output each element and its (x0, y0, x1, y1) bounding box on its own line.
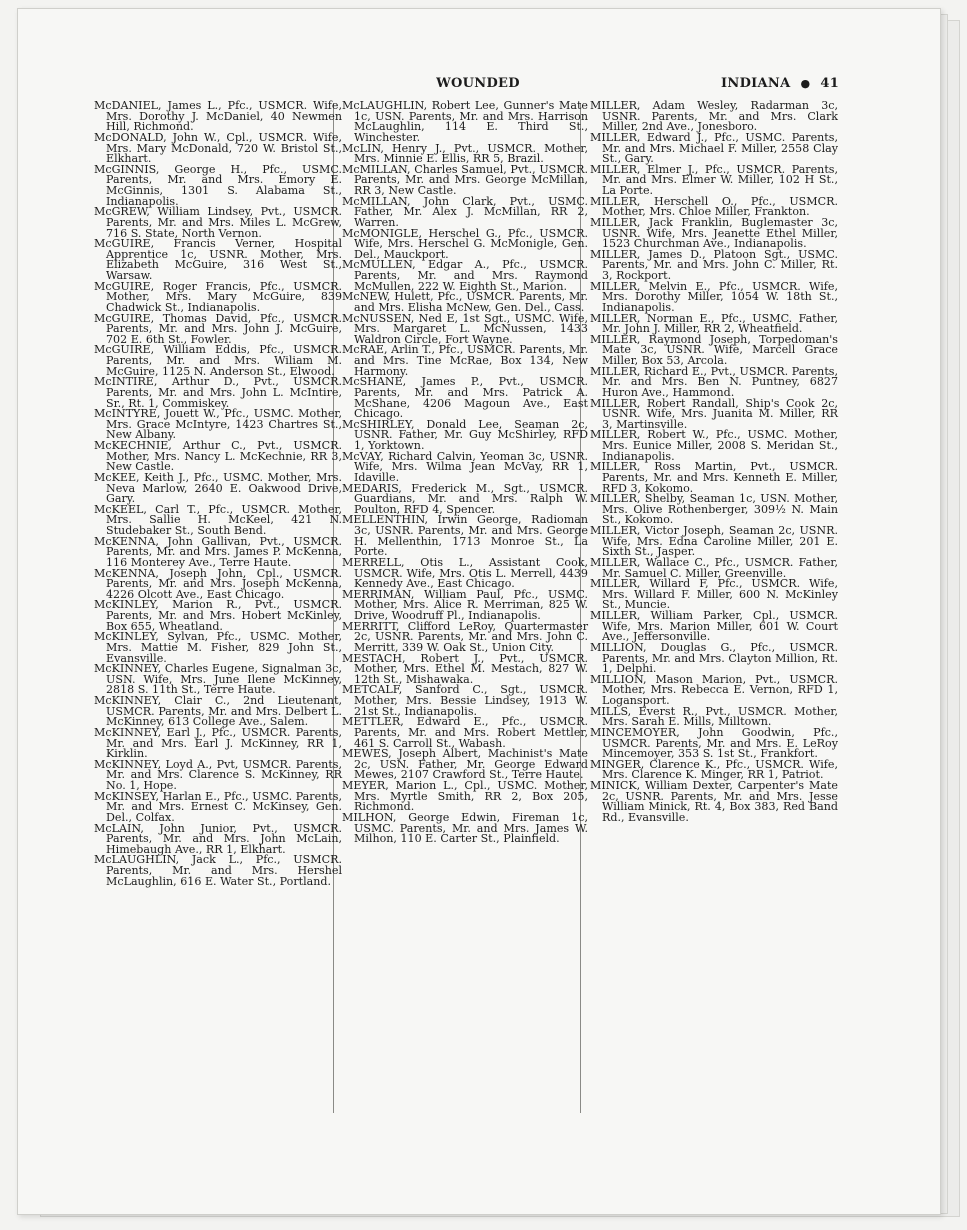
casualty-entry: McSHANE, James P., Pvt., USMCR. Parents, Mr. and Mrs. Patrick A. McShane, 4206 Magoun Ave., East Chicago. (342, 375, 588, 421)
casualty-entry: MINICK, William Dexter, Carpenter's Mate 2c, USNR. Parents, Mr. and Mrs. Jesse William Minick, Rt. 4, Box 383, Red Band Rd., Evansville. (590, 779, 838, 824)
casualty-entry: McMILLAN, Charles Samuel, Pvt., USMCR. Parents, Mr. and Mrs. George McMillan, RR 3, New Castle. (342, 162, 588, 197)
casualty-entry: McMONIGLE, Herschel G., Pfc., USMCR. Wife, Mrs. Herschel G. McMonigle, Gen. Del., Mauckport. (342, 226, 588, 261)
section-heading: WOUNDED (436, 76, 520, 91)
casualty-entry: MILLER, Elmer J., Pfc., USMCR. Parents, Mr. and Mrs. Elmer W. Miller, 102 H St., La Porte. (590, 162, 838, 197)
casualty-entry: McKINNEY, Earl J., Pfc., USMCR. Parents, Mr. and Mrs. Earl J. McKinney, RR 1, Kirklin. (94, 725, 342, 761)
casualty-entry: MILLER, William Parker, Cpl., USMCR. Wife, Mrs. Marion Miller, 601 W. Court Ave., Jeffersonville. (590, 609, 838, 644)
casualty-entry: MILLER, Willard F, Pfc., USMCR. Wife, Mrs. Willard F. Miller, 600 N. McKinley St., Muncie. (590, 577, 838, 612)
casualty-entry: MILLER, Ross Martin, Pvt., USMCR. Parents, Mr. and Mrs. Kenneth E. Miller, RFD 3, Kokomo. (590, 460, 838, 495)
casualty-entry: McVAY, Richard Calvin, Yeoman 3c, USNR. Wife, Mrs. Wilma Jean McVay, RR 1, Idaville. (342, 449, 588, 484)
casualty-entry: METCALF, Sanford C., Sgt., USMCR. Mother, Mrs. Bessie Lindsey, 1913 W. 21st St., Indianapolis. (342, 683, 588, 718)
casualty-entry: McLAIN, John Junior, Pvt., USMCR. Parents, Mr. and Mrs. John McLain, Himebaugh Ave., RR 1, Elkhart. (94, 821, 342, 856)
casualty-entry: McKENNA, John Gallivan, Pvt., USMCR. Parents, Mr. and Mrs. James P. McKenna, 116 Monterey Ave., Terre Haute. (94, 534, 342, 569)
column-3 (590, 101, 838, 824)
casualty-entry: McGREW, William Lindsey, Pvt., USMCR. Parents, Mr. and Mrs. Miles L. McGrew, 716 S. State, North Vernon. (94, 205, 342, 240)
casualty-entry: MESTACH, Robert J., Pvt., USMCR. Mother, Mrs. Ethel M. Mestach, 827 W. 12th St., Mishawaka. (342, 651, 588, 686)
casualty-entry: McKECHNIE, Arthur C., Pvt., USMCR. Mother, Mrs. Nancy L. McKechnie, RR 3, New Castle. (94, 439, 342, 474)
running-header (721, 76, 839, 91)
casualty-entry: McGUIRE, William Eddis, Pfc., USMCR. Parents, Mr. and Mrs. Wiliam M. McGuire, 1125 N. Anderson St., Elwood. (94, 343, 342, 378)
casualty-entry: MILLER, Raymond Joseph, Torpedoman's Mate 3c, USNR. Wife, Marcell Grace Miller, Box 53, Arcola. (590, 332, 838, 367)
casualty-entry: MEDARIS, Frederick M., Sgt., USMCR. Guardians, Mr. and Mrs. Ralph W. Poulton, RFD 4, Spencer. (342, 481, 588, 516)
casualty-entry: McKINLEY, Sylvan, Pfc., USMC. Mother, Mrs. Mattie M. Fisher, 829 John St., Evansville. (94, 630, 342, 665)
casualty-entry: McNEW, Hulett, Pfc., USMCR. Parents, Mr. and Mrs. Elisha McNew, Gen. Del., Cass. (342, 290, 588, 314)
casualty-entry: MEWES, Joseph Albert, Machinist's Mate 2c, USN. Father, Mr. George Edward Mewes, 2107 Crawford St., Terre Haute. (342, 747, 588, 782)
casualty-entry: METTLER, Edward E., Pfc., USMCR. Parents, Mr. and Mrs. Robert Mettler, 461 S. Carroll St., Wabash. (342, 715, 588, 750)
casualty-entry: McKINNEY, Clair C., 2nd Lieutenant, USMCR. Parents, Mr. and Mrs. Delbert L. McKinney, 613 College Ave., Salem. (94, 694, 342, 729)
casualty-entry: McLIN, Henry J., Pvt., USMCR. Mother, Mrs. Minnie E. Ellis, RR 5, Brazil. (342, 141, 588, 166)
casualty-entry: MEYER, Marion L., Cpl., USMC. Mother, Mrs. Myrtle Smith, RR 2, Box 205, Richmond. (342, 779, 588, 814)
casualty-entry: McLAUGHLIN, Jack L., Pfc., USMCR. Parents, Mr. and Mrs. Hershel McLaughlin, 616 E. Water St., Portland. (94, 853, 342, 888)
casualty-entry: MILLER, Jack Franklin, Buglemaster 3c, USNR. Wife, Mrs. Jeanette Ethel Miller, 1523 Churchman Ave., Indianapolis. (590, 215, 838, 251)
casualty-entry: McDANIEL, James L., Pfc., USMCR. Wife, Mrs. Dorothy J. McDaniel, 40 Newmen Hill, Richmond. (94, 99, 342, 134)
casualty-entry: McLAUGHLIN, Robert Lee, Gunner's Mate 1c, USN. Parents, Mr. and Mrs. Harrison McLaughlin, 114 E. Third St., Winchester. (342, 99, 588, 144)
column-2 (342, 101, 588, 845)
casualty-entry: McGUIRE, Francis Verner, Hospital Apprentice 1c, USNR. Mother, Mrs. Elizabeth McGuire, 316 West St., Warsaw. (94, 237, 342, 282)
bullet-icon: ● (800, 77, 811, 90)
casualty-entry: MILLER, Robert W., Pfc., USMC. Mother, Mrs. Eunice Miller, 2008 S. Meridan St., Indianapolis. (590, 428, 838, 463)
casualty-entry: McINTIRE, Arthur D., Pvt., USMCR. Parents, Mr. and Mrs. John L. McIntire, Sr., Rt. 1, Commiskey. (94, 375, 342, 410)
casualty-entry: McKINSEY, Harlan E., Pfc., USMC. Parents, Mr. and Mrs. Ernest C. McKinsey, Gen. Del., Colfax. (94, 789, 342, 824)
casualty-entry: McKINNEY, Charles Eugene, Signalman 3c, USN. Wife, Mrs. June Ilene McKinney, 2818 S. 11th St., Terre Haute. (94, 662, 342, 697)
casualty-entry: MILLER, Melvin E., Pfc., USMCR. Wife, Mrs. Dorothy Miller, 1054 W. 18th St., Indianapolis. (590, 279, 838, 314)
casualty-entry: MILLER, Norman E., Pfc., USMC. Father, Mr. John J. Miller, RR 2, Wheatfield. (590, 311, 838, 336)
document-page (17, 8, 941, 1215)
casualty-entry: McMILLAN, John Clark, Pvt., USMC. Father, Mr. Alex J. McMillan, RR 2, Warren. (342, 194, 588, 229)
casualty-entry: McINTYRE, Jouett W., Pfc., USMC. Mother, Mrs. Grace McIntyre, 1423 Chartres St., New Albany. (94, 407, 342, 442)
casualty-entry: MILHON, George Edwin, Fireman 1c, USMC. Parents, Mr. and Mrs. James W. Milhon, 110 E. Carter St., Plainfield. (342, 810, 588, 846)
casualty-entry: MINGER, Clarence K., Pfc., USMCR. Wife, Mrs. Clarence K. Minger, RR 1, Patriot. (590, 757, 838, 782)
state-name: INDIANA (721, 76, 791, 91)
casualty-entry: MERRITT, Clifford LeRoy, Quartermaster 2c, USNR. Parents, Mr. and Mrs. John C. Merritt, 339 W. Oak St., Union City. (342, 619, 588, 654)
casualty-entry: McKINLEY, Marion R., Pvt., USMCR. Parents, Mr. and Mrs. Hobert McKinley, Box 655, Wheatland. (94, 598, 342, 633)
casualty-entry: MILLER, Wallace C., Pfc., USMCR. Father, Mr. Samuel C. Miller, Greenville. (590, 555, 838, 580)
casualty-entry: McKEEL, Carl T., Pfc., USMCR. Mother, Mrs. Sallie H. McKeel, 421 N. Studebaker St., South Bend. (94, 502, 342, 537)
casualty-entry: MILLER, James D., Platoon Sgt., USMC. Parents, Mr. and Mrs. John C. Miller, Rt. 3, Rockport. (590, 247, 838, 282)
column-1 (94, 101, 342, 887)
casualty-entry: McKENNA, Joseph John, Cpl., USMCR. Parents, Mr. and Mrs. Joseph McKenna, 4226 Olcott Ave., East Chicago. (94, 566, 342, 601)
casualty-entry: MILLER, Herschell O., Pfc., USMCR. Mother, Mrs. Chloe Miller, Frankton. (590, 194, 838, 219)
casualty-entry: MILLER, Adam Wesley, Radarman 3c, USNR. Parents, Mr. and Mrs. Clark Miller, 2nd Ave., Jonesboro. (590, 99, 838, 134)
casualty-entry: MINCEMOYER, John Goodwin, Pfc., USMCR. Parents, Mr. and Mrs. E. LeRoy Mincemoyer, 353 S. 1st St., Frankfort. (590, 725, 838, 761)
casualty-entry: MILLS, Everst R., Pvt., USMCR. Mother, Mrs. Sarah E. Mills, Milltown. (590, 704, 838, 729)
casualty-entry: MILLER, Edward J., Pfc., USMC. Parents, Mr. and Mrs. Michael F. Miller, 2558 Clay St., Gary. (590, 130, 838, 166)
casualty-entry: MILLER, Shelby, Seaman 1c, USN. Mother, Mrs. Olive Rothenberger, 309½ N. Main St., Kokomo. (590, 492, 838, 527)
casualty-entry: McGUIRE, Thomas David, Pfc., USMCR. Parents, Mr. and Mrs. John J. McGuire, 702 E. 6th St., Fowler. (94, 311, 342, 346)
casualty-entry: MILLER, Richard E., Pvt., USMCR. Parents, Mr. and Mrs. Ben N. Puntney, 6827 Huron Ave., Hammond. (590, 364, 838, 399)
casualty-entry: McKINNEY, Loyd A., Pvt, USMCR. Parents, Mr. and Mrs. Clarence S. McKinney, RR No. 1, Hope. (94, 757, 342, 792)
casualty-entry: MERRIMAN, William Paul, Pfc., USMC. Mother, Mrs. Alice R. Merriman, 825 W. Drive, Woodruff Pl., Indianapolis. (342, 587, 588, 622)
casualty-entry: McGUIRE, Roger Francis, Pfc., USMCR. Mother, Mrs. Mary McGuire, 839 Chadwick St., Indianapolis. (94, 279, 342, 314)
casualty-entry: MILLER, Robert Randall, Ship's Cook 2c, USNR. Wife, Mrs. Juanita M. Miller, RR 3, Martinsville. (590, 396, 838, 431)
casualty-entry: MERRELL, Otis L., Assistant Cook, USMCR. Wife, Mrs. Otis L. Merrell, 4439 Kennedy Ave., East Chicago. (342, 555, 588, 591)
casualty-entry: McNUSSEN, Ned E, 1st Sgt., USMC. Wife, Mrs. Margaret L. McNussen, 1433 Waldron Circle, Fort Wayne. (342, 311, 588, 346)
casualty-entry: McGINNIS, George H., Pfc., USMC. Parents, Mr. and Mrs. Emory E. McGinnis, 1301 S. Alabama St., Indianapolis. (94, 162, 342, 208)
casualty-entry: McSHIRLEY, Donald Lee, Seaman 2c, USNR. Father, Mr. Guy McShirley, RFD 1, Yorktown. (342, 417, 588, 452)
casualty-entry: MILLER, Victor Joseph, Seaman 2c, USNR. Wife, Mrs. Edna Caroline Miller, 201 E. Sixth St., Jasper. (590, 524, 838, 559)
casualty-entry: McDONALD, John W., Cpl., USMCR. Wife, Mrs. Mary McDonald, 720 W. Bristol St., Elkhart. (94, 130, 342, 166)
casualty-entry: MILLION, Mason Marion, Pvt., USMCR. Mother, Mrs. Rebecca E. Vernon, RFD 1, Logansport. (590, 672, 838, 707)
casualty-entry: MILLION, Douglas G., Pfc., USMCR. Parents, Mr. and Mrs. Clayton Million, Rt. 1, Delphi. (590, 640, 838, 676)
casualty-entry: McRAE, Arlin T., Pfc., USMCR. Parents, Mr. and Mrs. Tine McRae, Box 134, New Harmony. (342, 343, 588, 378)
casualty-entry: McKEE, Keith J., Pfc., USMC. Mother, Mrs. Neva Marlow, 2640 E. Oakwood Drive, Gary. (94, 470, 342, 506)
casualty-entry: MELLENTHIN, Irwin George, Radioman 3c, USNR. Parents, Mr. and Mrs. George H. Mellenthin, 1713 Monroe St., La Porte. (342, 513, 588, 559)
casualty-entry: McMULLEN, Edgar A., Pfc., USMCR. Parents, Mr. and Mrs. Raymond McMullen, 222 W. Eighth St., Marion. (342, 258, 588, 293)
page-number: 41 (820, 76, 840, 91)
